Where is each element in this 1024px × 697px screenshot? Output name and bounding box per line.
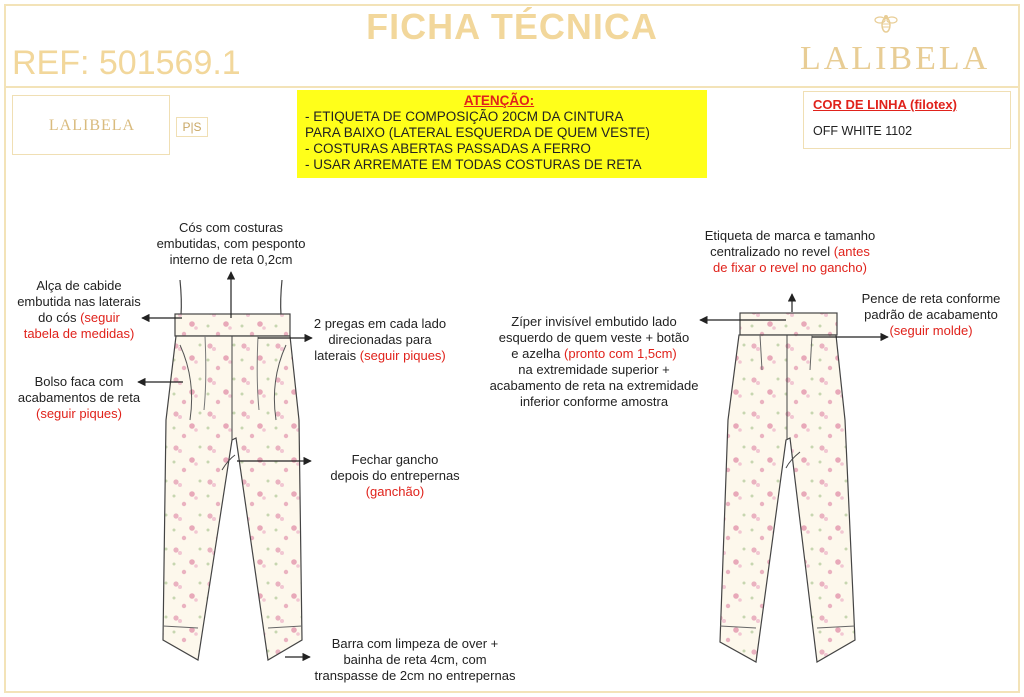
attention-line: - COSTURAS ABERTAS PASSADAS A FERRO <box>305 141 591 156</box>
note-brand-label: Etiqueta de marca e tamanho centralizado no revel (antes de fixar o revel no gancho) <box>704 228 876 275</box>
back-pants-drawing <box>720 313 855 662</box>
brand-logo: LALIBELA <box>800 40 991 77</box>
front-pants-drawing <box>163 280 302 660</box>
note-pocket: Bolso faca com acabamentos de reta (seguir piques) <box>17 374 141 421</box>
thread-color-value: OFF WHITE 1102 <box>813 124 913 138</box>
attention-line: PARA BAIXO (LATERAL ESQUERDA DE QUEM VESTE) <box>305 125 650 140</box>
note-hem: Barra com limpeza de over + bainha de reta 4cm, com transpasse de 2cm no entrepernas <box>314 636 516 683</box>
note-hanger-loop: Alça de cabide embutida nas laterais do cós (seguir tabela de medidas) <box>17 278 141 341</box>
attention-line: - USAR ARREMATE EM TODAS COSTURAS DE RETA <box>305 157 642 172</box>
attention-heading: ATENÇÃO: <box>463 93 535 108</box>
label-brand-text: LALIBELA <box>48 117 136 134</box>
note-waistband: Cós com costuras embutidas, com pesponto interno de reta 0,2cm <box>156 220 306 267</box>
attention-line: - ETIQUETA DE COMPOSIÇÃO 20CM DA CINTURA <box>305 109 624 124</box>
note-dart: Pence de reta conforme padrão de acabamento (seguir molde) <box>861 291 1001 338</box>
reference-code: REF: 501569.1 <box>12 44 241 82</box>
note-zipper: Zíper invisível embutido lado esquerdo de quem veste + botão e azelha (pronto com 1,5cm) na extremidade superior + acabamento de reta na extremidade inferior conforme amostra <box>489 314 699 409</box>
thread-color-heading: COR DE LINHA (filotex) <box>813 97 957 112</box>
size-tag: P|S <box>176 117 208 137</box>
note-pleats: 2 pregas em cada lado direcionadas para laterais (seguir piques) <box>313 316 447 363</box>
page-title: FICHA TÉCNICA <box>366 6 658 47</box>
note-crotch: Fechar gancho depois do entrepernas (ganchão) <box>330 452 460 499</box>
